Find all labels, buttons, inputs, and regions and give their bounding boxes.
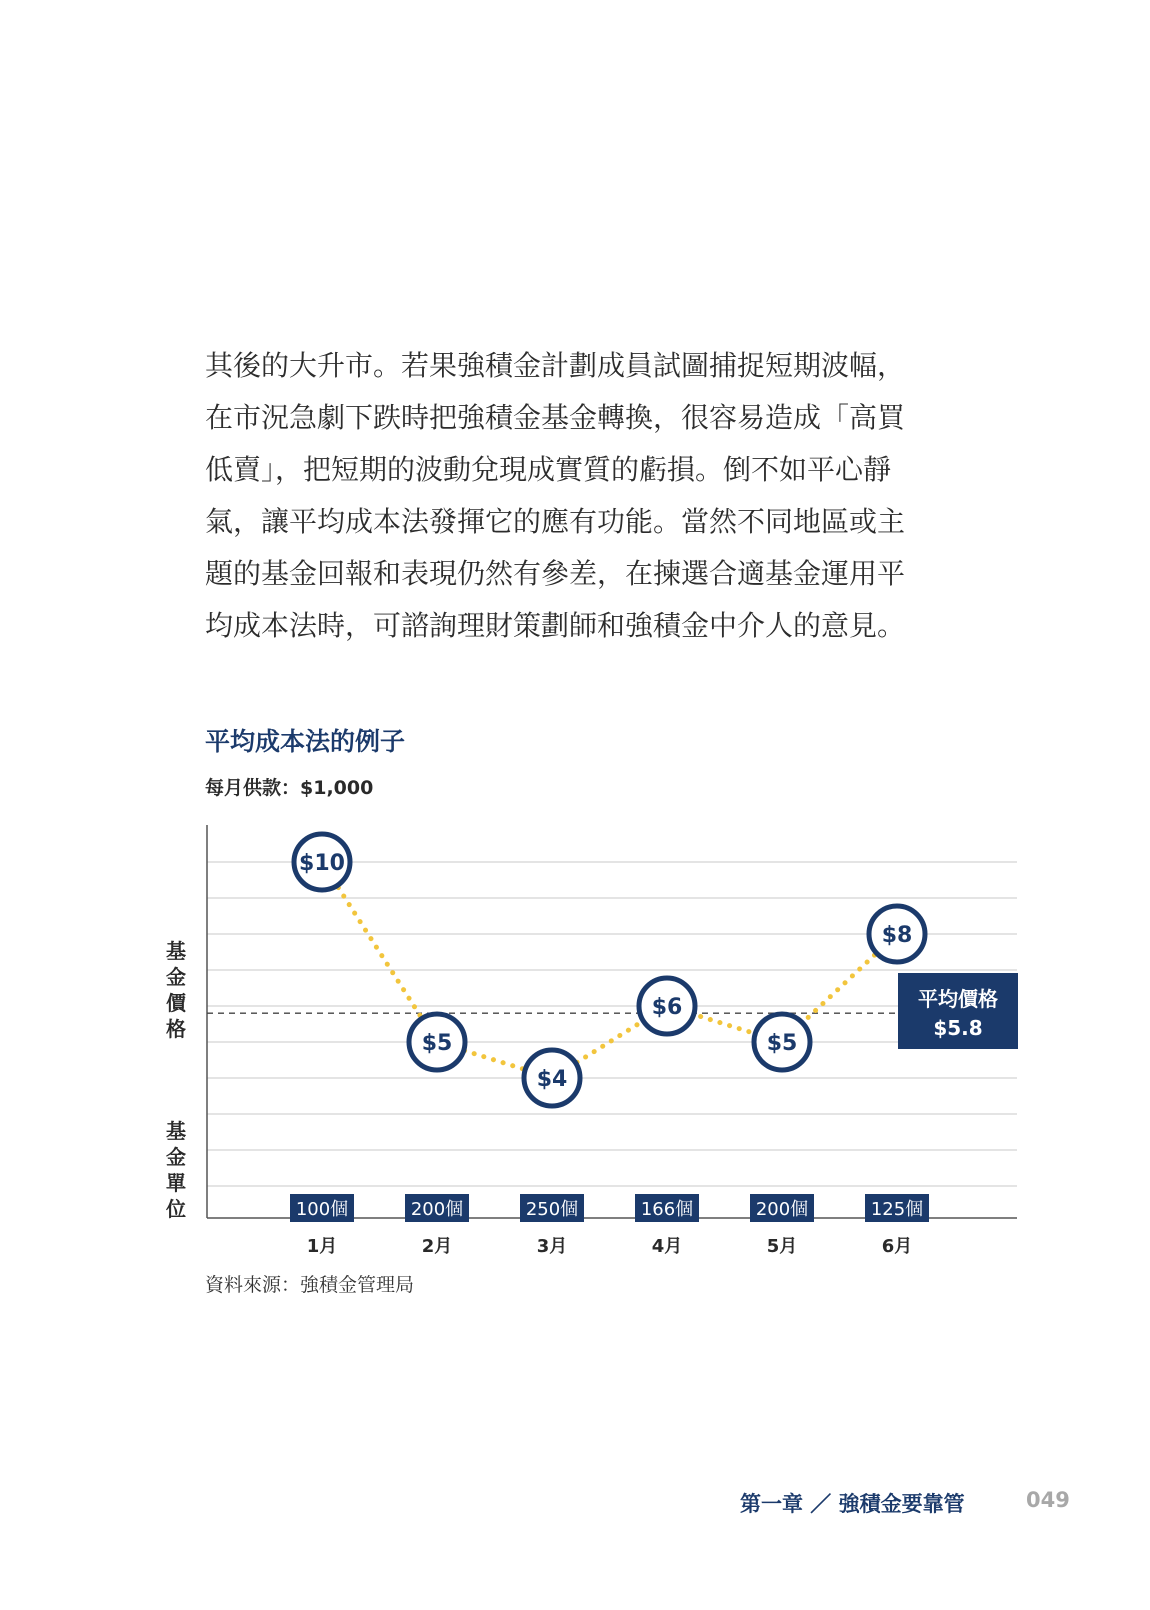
price-label: $6	[651, 995, 683, 1020]
x-tick-label: 5月	[766, 1236, 798, 1257]
units-label: 250個	[525, 1199, 579, 1220]
units-label: 200個	[410, 1199, 464, 1220]
units-label: 100個	[295, 1199, 349, 1220]
y-label-price-char: 基	[166, 939, 186, 963]
price-label: $10	[299, 851, 345, 876]
x-tick-label: 2月	[421, 1236, 453, 1257]
average-price-value: $5.8	[933, 1016, 983, 1040]
x-tick-label: 3月	[536, 1236, 568, 1257]
x-tick-label: 4月	[651, 1236, 683, 1257]
units-label: 125個	[870, 1199, 924, 1220]
x-tick-label: 1月	[306, 1236, 338, 1257]
body-line: 其後的大升市。若果強積金計劃成員試圖捕捉短期波幅，	[205, 349, 906, 382]
body-line: 低賣」，把短期的波動兌現成實質的虧損。倒不如平心靜	[205, 453, 892, 486]
source-note: 資料來源：強積金管理局	[205, 1274, 415, 1296]
average-price-label: 平均價格	[918, 987, 998, 1011]
body-line: 在市況急劇下跌時把強積金基金轉換，很容易造成「高買	[205, 401, 906, 434]
price-label: $4	[536, 1067, 568, 1092]
units-label: 200個	[755, 1199, 809, 1220]
y-label-units-char: 位	[166, 1197, 186, 1221]
body-line: 均成本法時，可諮詢理財策劃師和強積金中介人的意見。	[205, 609, 906, 642]
y-label-units-char: 單	[166, 1171, 186, 1195]
y-label-price-char: 金	[166, 965, 186, 989]
units-label: 166個	[640, 1199, 694, 1220]
price-label: $8	[881, 923, 913, 948]
price-label: $5	[766, 1031, 798, 1056]
chart-title: 平均成本法的例子	[205, 727, 406, 756]
footer-chapter: 第一章 ／ 強積金要靠管	[740, 1492, 965, 1516]
x-tick-label: 6月	[881, 1236, 913, 1257]
price-label: $5	[421, 1031, 453, 1056]
chart-subtitle: 每月供款：$1,000	[205, 777, 374, 799]
body-line: 題的基金回報和表現仍然有參差，在揀選合適基金運用平	[205, 557, 906, 590]
y-label-price-char: 格	[166, 1017, 186, 1041]
y-label-units-char: 金	[166, 1145, 186, 1169]
page-number: 049	[1026, 1488, 1070, 1512]
body-line: 氣，讓平均成本法發揮它的應有功能。當然不同地區或主	[205, 505, 906, 538]
y-label-units-char: 基	[166, 1119, 186, 1143]
y-label-price-char: 價	[166, 991, 186, 1015]
